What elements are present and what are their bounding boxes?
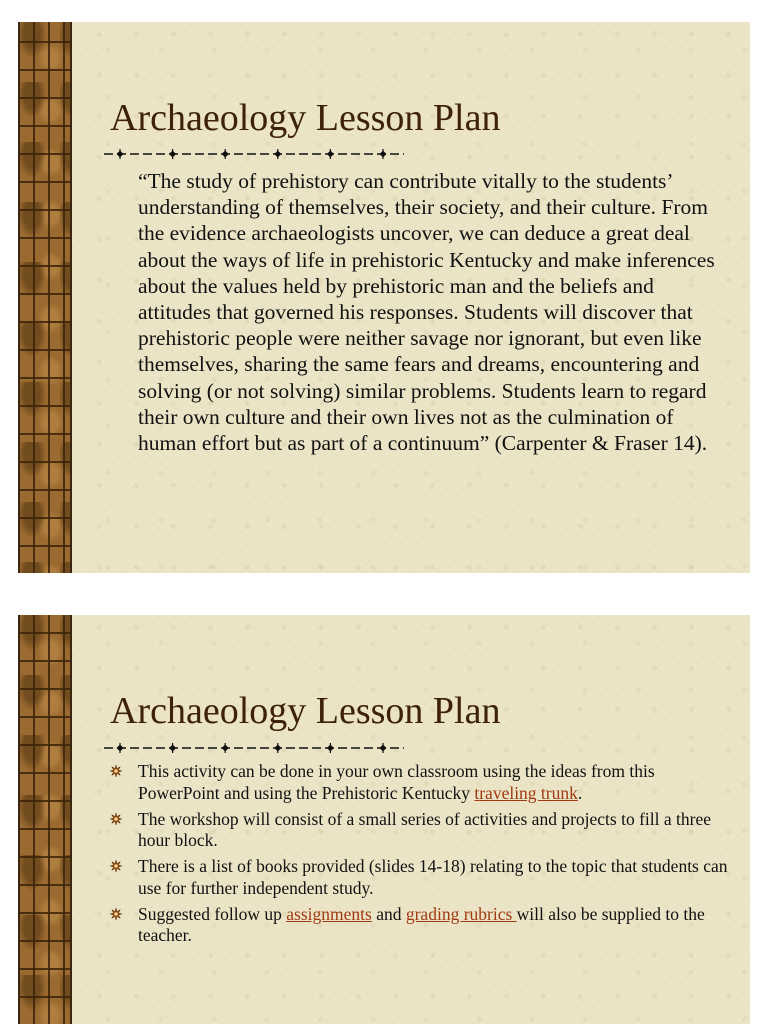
cross-diamond-icon [117,149,124,159]
decorative-border-strip [18,615,72,1024]
cross-diamond-icon [380,743,387,753]
slide-title: Archaeology Lesson Plan [110,97,501,139]
cross-diamond-icon [274,743,281,753]
bullet-text-before: This activity can be done in your own classroom using the ideas from this PowerPoint and using the Prehistoric Kentucky [138,761,655,803]
list-item [108,809,728,852]
list-item [108,904,728,947]
cross-diamond-icon [327,149,334,159]
title-divider [104,743,404,753]
starburst-bullet-icon [110,813,122,825]
traveling-trunk-link[interactable]: traveling trunk [474,782,578,803]
cross-diamond-icon [222,743,229,753]
starburst-bullet-icon [110,765,122,777]
cross-diamond-icon [169,743,176,753]
starburst-bullet-icon [110,908,122,920]
slide-1 [18,22,750,573]
cross-diamond-icon [169,149,176,159]
decorative-border-strip [18,22,72,573]
bullet-text: There is a list of books provided (slides 14-18) relating to the topic that students can use for further independent study. [138,856,728,898]
slide-title: Archaeology Lesson Plan [110,690,501,732]
title-divider [104,149,404,159]
cross-diamond-icon [380,149,387,159]
list-item [108,856,728,899]
bullet-text-middle: and [371,903,406,924]
bullet-text-before: Suggested follow up [138,903,287,924]
bullet-list [108,761,728,951]
bullet-text: The workshop will consist of a small series of activities and projects to fill a three hour block. [138,808,711,850]
slide-2 [18,615,750,1024]
cross-diamond-icon [274,149,281,159]
starburst-bullet-icon [110,860,122,872]
bullet-text-after: will also be supplied to the teacher. [138,903,705,945]
quote-text: “The study of prehistory can contribute vitally to the students’ understanding of themselves, their society, and their culture. From the evidence archaeologists uncover, we can deduce a great deal about the ways of life in prehistoric Kentucky and make inferences about the values held by prehistoric man and the beliefs and attitudes that governed his responses. Students will discover that prehistoric people were neither savage nor ignorant, but even like themselves, sharing the same fears and dreams, encountering and solving (or not solving) similar problems. Students learn to regard their own culture and their own lives not as the culmination of human effort but as part of a continuum” (Carpenter & Fraser 14). [138,169,715,456]
cross-diamond-icon [327,743,334,753]
assignments-link[interactable]: assignments [286,903,372,924]
cross-diamond-icon [222,149,229,159]
grading-rubrics-link[interactable]: grading rubrics [405,903,517,924]
list-item [108,761,728,804]
bullet-text-after: . [577,782,583,803]
cross-diamond-icon [117,743,124,753]
